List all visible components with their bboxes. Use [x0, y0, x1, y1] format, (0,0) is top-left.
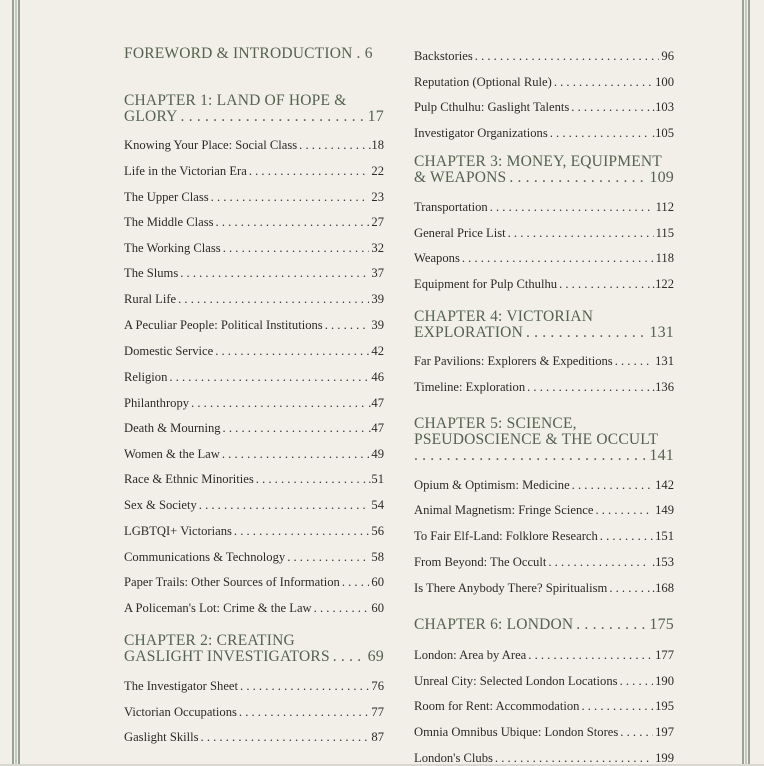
toc-entry: Far Pavilions: Explorers & Expeditions . . . 131	[414, 354, 674, 369]
leader-dots	[414, 448, 646, 464]
toc-entry: Philanthropy . . . .47	[124, 396, 384, 411]
toc-entry: Timeline: Exploration . . . .136	[414, 380, 674, 395]
leader-dots	[181, 109, 365, 125]
toc-entry: LGBTQI+ Victorians . . . 56	[124, 524, 384, 539]
toc-entry: The Upper Class . . . 23	[124, 190, 384, 205]
toc-entry: Transportation . . . 112	[414, 200, 674, 215]
toc-entry: The Working Class . . . 32	[124, 241, 384, 256]
toc-entry: A Peculiar People: Political Institutions . . . 39	[124, 318, 384, 333]
toc-entry: The Slums . . . 37	[124, 266, 384, 281]
toc-entry: Communications & Technology . . . 58	[124, 550, 384, 565]
toc-chapter-3: CHAPTER 3: MONEY, EQUIPMENT & WEAPONS . . . 109	[414, 154, 674, 186]
toc-entry: Pulp Cthulhu: Gaslight Talents . . . .103	[414, 100, 674, 115]
toc-chapter-foreword: FOREWORD & INTRODUCTION . 6	[124, 45, 373, 62]
toc-chapter-6: CHAPTER 6: LONDON . . . 175	[414, 617, 674, 633]
toc-entry: Death & Mourning . . . .47	[124, 421, 384, 436]
toc-entry: The Investigator Sheet . . . 76	[124, 679, 384, 694]
leader-dots	[333, 649, 365, 665]
toc-chapter-1: CHAPTER 1: LAND OF HOPE & GLORY . . . 17	[124, 93, 384, 125]
toc-entry: Gaslight Skills . . . 87	[124, 730, 384, 745]
toc-entry: Investigator Organizations . . . .105	[414, 126, 674, 141]
right-border-ornament	[742, 0, 750, 764]
leader-dots	[526, 325, 646, 341]
toc-entry: Life in the Victorian Era . . . 22	[124, 164, 384, 179]
toc-entry: Paper Trails: Other Sources of Information . . . 60	[124, 575, 384, 590]
toc-entry: Religion . . . 46	[124, 370, 384, 385]
leader-dots	[576, 617, 646, 633]
toc-entry: Room for Rent: Accommodation . . . 195	[414, 699, 674, 714]
toc-entry: Rural Life . . . 39	[124, 292, 384, 307]
toc-entry: Equipment for Pulp Cthulhu . . . .122	[414, 277, 674, 292]
toc-entry: General Price List . . . 115	[414, 226, 674, 241]
toc-chapter-5: CHAPTER 5: SCIENCE, PSEUDOSCIENCE & THE OCCULT . . . 141	[414, 416, 674, 464]
toc-entry: Backstories . . . 96	[414, 49, 674, 64]
toc-entry: London's Clubs . . . 199	[414, 751, 674, 766]
toc-entry: From Beyond: The Occult . . . .153	[414, 555, 674, 570]
toc-entry: To Fair Elf-Land: Folklore Research . . . 151	[414, 529, 674, 544]
toc-entry: The Middle Class . . . 27	[124, 215, 384, 230]
toc-entry: Unreal City: Selected London Locations . . . 190	[414, 674, 674, 689]
toc-chapter-2: CHAPTER 2: CREATING GASLIGHT INVESTIGATORS . . . 69	[124, 633, 384, 665]
leader-dots	[509, 170, 646, 186]
toc-entry: Race & Ethnic Minorities . . . .51	[124, 472, 384, 487]
left-border-ornament	[12, 0, 20, 764]
toc-entry: Weapons . . . 118	[414, 251, 674, 266]
toc-entry: Domestic Service . . . 42	[124, 344, 384, 359]
toc-entry: Opium & Optimism: Medicine . . . 142	[414, 478, 674, 493]
toc-entry: Knowing Your Place: Social Class . . . .18	[124, 138, 384, 153]
toc-entry: Reputation (Optional Rule) . . . 100	[414, 75, 674, 90]
toc-entry: Victorian Occupations . . . 77	[124, 705, 384, 720]
toc-entry: Is There Anybody There? Spiritualism . . . .168	[414, 581, 674, 596]
toc-entry: A Policeman's Lot: Crime & the Law . . . 60	[124, 601, 384, 616]
toc-entry: Animal Magnetism: Fringe Science . . . 149	[414, 503, 674, 518]
toc-chapter-4: CHAPTER 4: VICTORIAN EXPLORATION . . . 131	[414, 309, 674, 341]
toc-entry: Omnia Omnibus Ubique: London Stores . . . 197	[414, 725, 674, 740]
toc-entry: Women & the Law . . . 49	[124, 447, 384, 462]
toc-entry: London: Area by Area . . . 177	[414, 648, 674, 663]
toc-entry: Sex & Society . . . 54	[124, 498, 384, 513]
